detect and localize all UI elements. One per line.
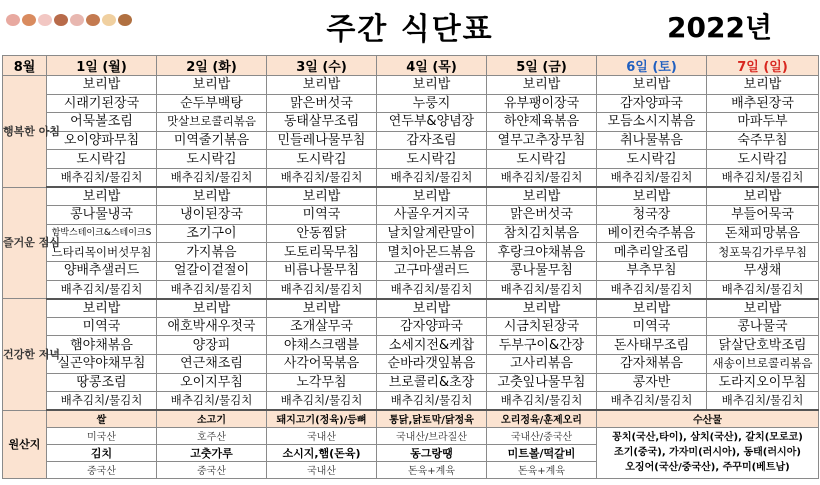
origin-country: 미국산 bbox=[47, 427, 157, 444]
menu-row-dinner bbox=[3, 299, 819, 318]
menu-row-dinner bbox=[3, 317, 819, 336]
menu-cell: 고구마샐러드 bbox=[377, 261, 487, 280]
meal-label-breakfast: 행복한 아침 bbox=[3, 76, 47, 188]
menu-cell: 보리밥 bbox=[47, 76, 157, 95]
menu-cell: 콩나물무침 bbox=[487, 261, 597, 280]
menu-cell: 배추김치/물김치 bbox=[377, 168, 487, 187]
menu-cell: 감자채볶음 bbox=[597, 354, 707, 373]
menu-cell: 도시락김 bbox=[267, 150, 377, 169]
title-bar bbox=[0, 0, 820, 55]
menu-cell: 야채스크램블 bbox=[267, 336, 377, 355]
menu-cell: 보리밥 bbox=[707, 299, 819, 318]
menu-cell: 보리밥 bbox=[487, 299, 597, 318]
menu-cell: 미역국 bbox=[47, 317, 157, 336]
origin-country: 돈육+계육 bbox=[487, 461, 597, 478]
menu-cell: 배추김치/물김치 bbox=[487, 392, 597, 411]
menu-cell: 배추된장국 bbox=[707, 94, 819, 113]
menu-cell: 배추김치/물김치 bbox=[597, 392, 707, 411]
menu-row-breakfast bbox=[3, 168, 819, 187]
day-header-mon: 1일 (월) bbox=[47, 56, 157, 76]
menu-cell: 청국장 bbox=[597, 206, 707, 225]
menu-cell: 시래기된장국 bbox=[47, 94, 157, 113]
menu-cell: 배추김치/물김치 bbox=[47, 280, 157, 299]
menu-cell: 보리밥 bbox=[47, 187, 157, 206]
menu-cell: 후랑크야채볶음 bbox=[487, 243, 597, 262]
origin-country: 중국산 bbox=[157, 461, 267, 478]
menu-cell: 누룽지 bbox=[377, 94, 487, 113]
menu-cell: 배추김치/물김치 bbox=[707, 280, 819, 299]
menu-row-breakfast bbox=[3, 113, 819, 132]
menu-row-breakfast bbox=[3, 76, 819, 95]
origin-item: 돼지고기(정육)/등뼈 bbox=[267, 410, 377, 427]
menu-cell: 햄야채볶음 bbox=[47, 336, 157, 355]
menu-cell: 애호박새우젓국 bbox=[157, 317, 267, 336]
menu-cell: 열무고추장무침 bbox=[487, 131, 597, 150]
menu-cell: 배추김치/물김치 bbox=[47, 168, 157, 187]
menu-cell: 유부팽이장국 bbox=[487, 94, 597, 113]
year-label: 2022년 bbox=[667, 11, 772, 44]
menu-cell: 콩나물국 bbox=[707, 317, 819, 336]
menu-row-dinner bbox=[3, 373, 819, 392]
day-header-tue: 2일 (화) bbox=[157, 56, 267, 76]
menu-cell: 부추무침 bbox=[597, 261, 707, 280]
menu-cell: 브로콜리&초장 bbox=[377, 373, 487, 392]
menu-cell: 순바라갯잎볶음 bbox=[377, 354, 487, 373]
menu-cell: 사각어묵볶음 bbox=[267, 354, 377, 373]
menu-cell: 배추김치/물김치 bbox=[377, 392, 487, 411]
menu-cell: 새송이브로콜리볶음 bbox=[707, 354, 819, 373]
menu-cell: 보리밥 bbox=[707, 76, 819, 95]
menu-cell: 보리밥 bbox=[47, 299, 157, 318]
menu-cell: 보리밥 bbox=[597, 299, 707, 318]
menu-row-lunch bbox=[3, 261, 819, 280]
menu-cell: 사골우거지국 bbox=[377, 206, 487, 225]
menu-cell: 도토리묵무침 bbox=[267, 243, 377, 262]
menu-cell: 모듬소시지볶음 bbox=[597, 113, 707, 132]
menu-row-dinner bbox=[3, 354, 819, 373]
menu-row-lunch bbox=[3, 280, 819, 299]
menu-cell: 메추리알조림 bbox=[597, 243, 707, 262]
origin-item: 소고기 bbox=[157, 410, 267, 427]
menu-cell: 미역국 bbox=[597, 317, 707, 336]
menu-cell: 조기구이 bbox=[157, 224, 267, 243]
menu-cell: 안동찜닭 bbox=[267, 224, 377, 243]
menu-cell: 연근채조림 bbox=[157, 354, 267, 373]
menu-cell: 어묵볼조림 bbox=[47, 113, 157, 132]
menu-row-lunch bbox=[3, 206, 819, 225]
menu-cell: 부들어묵국 bbox=[707, 206, 819, 225]
menu-row-dinner bbox=[3, 336, 819, 355]
menu-cell: 돈채피망볶음 bbox=[707, 224, 819, 243]
menu-cell: 배추김치/물김치 bbox=[597, 280, 707, 299]
menu-cell: 보리밥 bbox=[377, 76, 487, 95]
menu-cell: 맑은버섯국 bbox=[267, 94, 377, 113]
origin-country: 돈육+계육 bbox=[377, 461, 487, 478]
origin-country: 국내산/브라질산 bbox=[377, 427, 487, 444]
menu-cell: 도시락김 bbox=[157, 150, 267, 169]
origin-item: 고춧가루 bbox=[157, 444, 267, 461]
menu-cell: 멸치아몬드볶음 bbox=[377, 243, 487, 262]
menu-cell: 도시락김 bbox=[597, 150, 707, 169]
menu-cell: 소세지전&케찹 bbox=[377, 336, 487, 355]
menu-cell: 동태살무조림 bbox=[267, 113, 377, 132]
menu-cell: 배추김치/물김치 bbox=[157, 280, 267, 299]
day-header-wed: 3일 (수) bbox=[267, 56, 377, 76]
menu-cell: 하얀제육볶음 bbox=[487, 113, 597, 132]
menu-cell: 보리밥 bbox=[377, 299, 487, 318]
menu-cell: 콩나물냉국 bbox=[47, 206, 157, 225]
menu-cell: 보리밥 bbox=[267, 187, 377, 206]
menu-cell: 민들레나물무침 bbox=[267, 131, 377, 150]
menu-cell: 도시락김 bbox=[377, 150, 487, 169]
menu-row-dinner bbox=[3, 392, 819, 411]
day-header-fri: 5일 (금) bbox=[487, 56, 597, 76]
menu-cell: 맛살브로콜리볶음 bbox=[157, 113, 267, 132]
menu-cell: 날치알계란말이 bbox=[377, 224, 487, 243]
menu-cell: 오이양파무침 bbox=[47, 131, 157, 150]
menu-cell: 보리밥 bbox=[487, 187, 597, 206]
page-title: 주간 식단표 bbox=[326, 12, 494, 47]
day-header-sun: 7일 (일) bbox=[707, 56, 819, 76]
menu-cell: 도시락김 bbox=[487, 150, 597, 169]
menu-cell: 맑은버섯국 bbox=[487, 206, 597, 225]
menu-cell: 청포묵김가루무침 bbox=[707, 243, 819, 262]
origin-label: 원산지 bbox=[3, 410, 47, 478]
origin-item: 소시지,햄(돈육) bbox=[267, 444, 377, 461]
menu-row-lunch bbox=[3, 187, 819, 206]
menu-cell: 시금치된장국 bbox=[487, 317, 597, 336]
menu-cell: 배추김치/물김치 bbox=[47, 392, 157, 411]
menu-cell: 미역국 bbox=[267, 206, 377, 225]
day-header-sat: 6일 (토) bbox=[597, 56, 707, 76]
menu-cell: 배추김치/물김치 bbox=[377, 280, 487, 299]
menu-body bbox=[3, 76, 819, 411]
origin-country: 중국산 bbox=[47, 461, 157, 478]
menu-row-breakfast bbox=[3, 131, 819, 150]
menu-cell: 두부구이&간장 bbox=[487, 336, 597, 355]
origin-item: 오리정육/훈제오리 bbox=[487, 410, 597, 427]
menu-cell: 배추김치/물김치 bbox=[487, 280, 597, 299]
seafood-origins bbox=[597, 427, 819, 478]
menu-cell: 보리밥 bbox=[267, 76, 377, 95]
month-header: 8월 bbox=[3, 56, 47, 76]
menu-cell: 보리밥 bbox=[157, 299, 267, 318]
menu-cell: 참치김치볶음 bbox=[487, 224, 597, 243]
origin-section bbox=[3, 410, 819, 478]
menu-cell: 감자양파국 bbox=[377, 317, 487, 336]
menu-cell: 감자양파국 bbox=[597, 94, 707, 113]
menu-row-lunch bbox=[3, 243, 819, 262]
menu-cell: 취나물볶음 bbox=[597, 131, 707, 150]
menu-cell: 배추김치/물김치 bbox=[707, 168, 819, 187]
menu-cell: 감자조림 bbox=[377, 131, 487, 150]
menu-cell: 배추김치/물김치 bbox=[707, 392, 819, 411]
menu-cell: 순두부백탕 bbox=[157, 94, 267, 113]
menu-cell: 연두부&양념장 bbox=[377, 113, 487, 132]
menu-cell: 숙주무침 bbox=[707, 131, 819, 150]
menu-cell: 무생채 bbox=[707, 261, 819, 280]
menu-cell: 조개살무국 bbox=[267, 317, 377, 336]
menu-cell: 오이지무침 bbox=[157, 373, 267, 392]
seafood-line: 오징어(국산/중국산), 주꾸미(베트남) bbox=[625, 462, 790, 474]
menu-cell: 콩자반 bbox=[597, 373, 707, 392]
menu-row-lunch bbox=[3, 224, 819, 243]
origin-country: 국내산/중국산 bbox=[487, 427, 597, 444]
menu-cell: 느타리목이버섯무침 bbox=[47, 243, 157, 262]
menu-cell: 양장피 bbox=[157, 336, 267, 355]
origin-item: 김치 bbox=[47, 444, 157, 461]
menu-cell: 도시락김 bbox=[707, 150, 819, 169]
seafood-line: 조기(중국), 가자미(러시아), 동태(러시아) bbox=[614, 447, 801, 459]
menu-cell: 배추김치/물김치 bbox=[157, 392, 267, 411]
menu-cell: 배추김치/물김치 bbox=[267, 168, 377, 187]
menu-cell: 보리밥 bbox=[487, 76, 597, 95]
menu-cell: 보리밥 bbox=[377, 187, 487, 206]
menu-cell: 도시락김 bbox=[47, 150, 157, 169]
menu-cell: 보리밥 bbox=[157, 187, 267, 206]
menu-cell: 닭살단호박조림 bbox=[707, 336, 819, 355]
menu-cell: 보리밥 bbox=[707, 187, 819, 206]
seafood-title: 수산물 bbox=[597, 410, 819, 427]
menu-cell: 보리밥 bbox=[157, 76, 267, 95]
menu-cell: 보리밥 bbox=[597, 187, 707, 206]
menu-cell: 배추김치/물김치 bbox=[487, 168, 597, 187]
menu-row-breakfast bbox=[3, 94, 819, 113]
menu-cell: 배추김치/물김치 bbox=[157, 168, 267, 187]
menu-cell: 베이컨숙주볶음 bbox=[597, 224, 707, 243]
weekly-menu-table bbox=[2, 55, 819, 479]
menu-cell: 노각무침 bbox=[267, 373, 377, 392]
menu-cell: 실곤약야채무침 bbox=[47, 354, 157, 373]
origin-item: 동그랑땡 bbox=[377, 444, 487, 461]
origin-country: 국내산 bbox=[267, 427, 377, 444]
day-header-thu: 4일 (목) bbox=[377, 56, 487, 76]
menu-cell: 배추김치/물김치 bbox=[267, 280, 377, 299]
menu-cell: 도라지오이무침 bbox=[707, 373, 819, 392]
meal-label-dinner: 건강한 저녁 bbox=[3, 299, 47, 411]
menu-cell: 보리밥 bbox=[267, 299, 377, 318]
meal-label-lunch: 즐거운 점심 bbox=[3, 187, 47, 299]
menu-cell: 고사리볶음 bbox=[487, 354, 597, 373]
menu-cell: 배추김치/물김치 bbox=[267, 392, 377, 411]
origin-item: 통닭,닭토막/닭정육 bbox=[377, 410, 487, 427]
menu-cell: 미역줄기볶음 bbox=[157, 131, 267, 150]
menu-cell: 양배추샐러드 bbox=[47, 261, 157, 280]
origin-item: 미트볼/떡갈비 bbox=[487, 444, 597, 461]
menu-cell: 배추김치/물김치 bbox=[597, 168, 707, 187]
menu-cell: 비름나물무침 bbox=[267, 261, 377, 280]
header-row bbox=[3, 56, 819, 76]
menu-row-breakfast bbox=[3, 150, 819, 169]
menu-cell: 보리밥 bbox=[597, 76, 707, 95]
menu-cell: 함박스테이크&스테이크S bbox=[47, 224, 157, 243]
menu-cell: 고춧잎나물무침 bbox=[487, 373, 597, 392]
origin-item: 쌀 bbox=[47, 410, 157, 427]
seafood-line: 꽁치(국산,타이), 삼치(국산), 갈치(모로코) bbox=[612, 432, 803, 444]
menu-cell: 가지볶음 bbox=[157, 243, 267, 262]
menu-cell: 마파두부 bbox=[707, 113, 819, 132]
origin-country: 국내산 bbox=[267, 461, 377, 478]
menu-cell: 땅콩조림 bbox=[47, 373, 157, 392]
menu-cell: 냉이된장국 bbox=[157, 206, 267, 225]
menu-cell: 돈사태무조림 bbox=[597, 336, 707, 355]
origin-country: 호주산 bbox=[157, 427, 267, 444]
menu-cell: 얼갈이겉절이 bbox=[157, 261, 267, 280]
